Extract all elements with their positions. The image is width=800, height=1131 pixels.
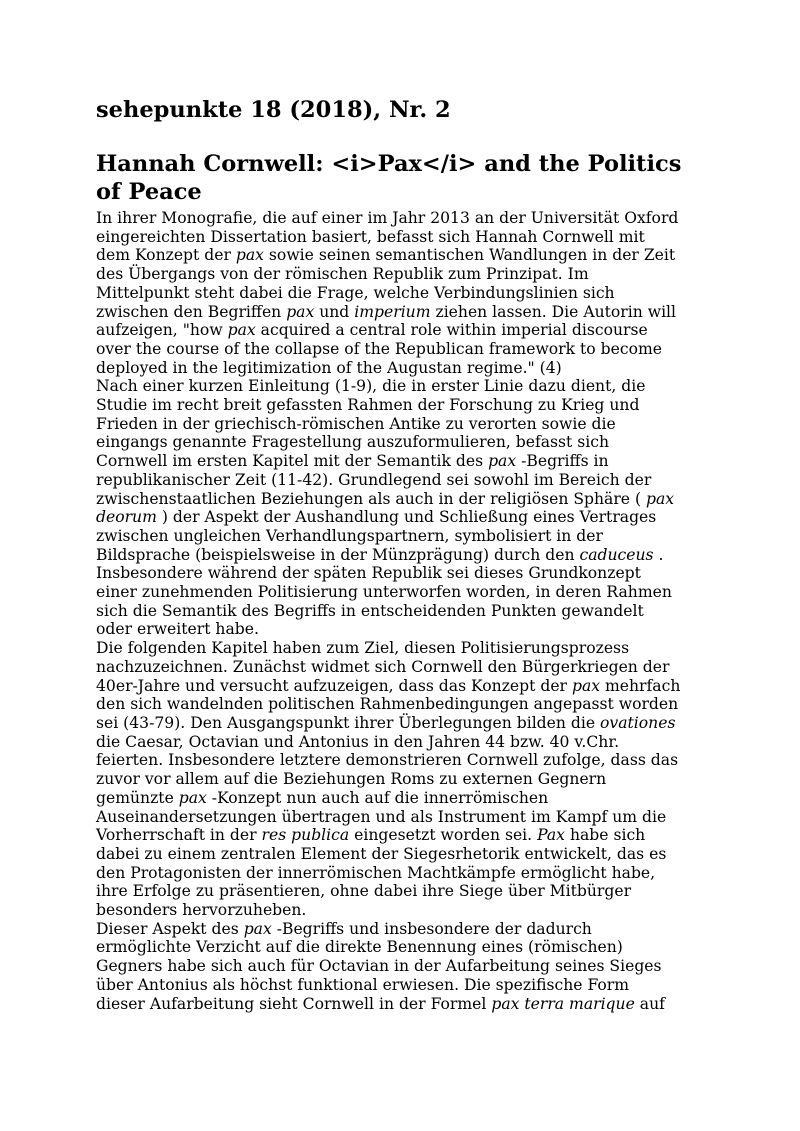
italic-term: pax — [178, 788, 207, 807]
body-paragraph — [96, 639, 708, 920]
text-line — [96, 490, 708, 509]
text-segment: Bildsprache (beispielsweise in der Münzprägung) durch den — [96, 545, 580, 564]
text-segment: und — [314, 302, 355, 321]
text-segment: einer zunehmenden Politisierung unterworfen worden, in deren Rahmen — [96, 583, 672, 602]
text-segment: mehrfach — [600, 676, 681, 695]
text-line — [96, 340, 708, 359]
text-line — [96, 377, 708, 396]
text-segment: dem Konzept der — [96, 246, 236, 265]
text-line — [96, 976, 708, 995]
text-line — [96, 527, 708, 546]
text-segment: zuvor vor allem auf die Beziehungen Roms zu externen Gegnern — [96, 770, 607, 789]
text-line — [96, 695, 708, 714]
text-line — [96, 602, 708, 621]
text-line — [96, 546, 708, 565]
text-segment: zwischen ungleichen Verhandlungspartnern, symbolisiert in der — [96, 526, 603, 545]
text-line — [96, 920, 708, 939]
text-segment: zwischen den Begriffen — [96, 302, 287, 321]
text-segment: In ihrer Monografie, die auf einer im Jahr 2013 an der Universität Oxford — [96, 209, 679, 227]
review-title-line: of Peace — [96, 179, 202, 205]
body-paragraph — [96, 377, 708, 639]
text-segment: sich die Semantik des Begriffs in entscheidenden Punkten gewandelt — [96, 601, 644, 620]
text-segment: republikanischer Zeit (11-42). Grundlegend sei sowohl im Bereich der — [96, 470, 652, 489]
italic-term: pax — [286, 302, 315, 321]
text-line — [96, 246, 708, 265]
text-segment: besonders hervorzuheben. — [96, 901, 307, 920]
text-segment: deployed in the legitimization of the Augustan regime." (4) — [96, 358, 562, 377]
italic-term: pax — [227, 321, 256, 340]
text-line — [96, 733, 708, 752]
text-line — [96, 265, 708, 284]
text-segment: ziehen lassen. Die Autorin will — [430, 302, 677, 321]
italic-term: imperium — [354, 302, 431, 321]
text-line — [96, 995, 708, 1014]
review-body — [96, 209, 708, 1013]
italic-term: pax — [235, 246, 264, 265]
text-segment: aufzeigen, "how — [96, 321, 228, 340]
text-segment: sowie seinen semantischen Wandlungen in der Zeit — [263, 246, 676, 265]
text-line — [96, 901, 708, 920]
text-segment: gemünzte — [96, 788, 179, 807]
review-title — [96, 150, 708, 206]
text-line — [96, 564, 708, 583]
text-line — [96, 938, 708, 957]
italic-term: pax terra marique — [491, 994, 635, 1013]
text-line — [96, 321, 708, 340]
text-line — [96, 583, 708, 602]
text-segment: over the course of the collapse of the Republican framework to become — [96, 339, 662, 358]
text-segment: über Antonius als höchst funktional erwiesen. Die spezifische Form — [96, 975, 630, 994]
text-segment: 40er-Jahre und versucht aufzuzeigen, dass das Konzept der — [96, 676, 572, 695]
text-segment: Die folgenden Kapitel haben zum Ziel, diesen Politisierungsprozess — [96, 639, 630, 658]
text-segment: oder erweitert habe. — [96, 620, 259, 639]
text-line — [96, 789, 708, 808]
text-segment: dieser Aufarbeitung sieht Cornwell in der Formel — [96, 994, 492, 1013]
text-line — [96, 433, 708, 452]
text-segment: den sich wandelnden politischen Rahmenbedingungen angepasst worden — [96, 695, 679, 714]
text-line — [96, 826, 708, 845]
text-segment: Mittelpunkt steht dabei die Frage, welche Verbindungslinien sich — [96, 283, 615, 302]
text-segment: auf — [634, 994, 665, 1013]
review-title-line: Hannah Cornwell: <i>Pax</i> and the Politics — [96, 151, 682, 177]
body-paragraph — [96, 209, 708, 377]
text-segment: feierten. Insbesondere letztere demonstrieren Cornwell zufolge, dass das — [96, 751, 679, 770]
text-segment: Frieden in der griechisch-römischen Antike zu verorten sowie die — [96, 414, 616, 433]
text-line — [96, 845, 708, 864]
italic-term: deorum — [96, 508, 157, 527]
text-line — [96, 751, 708, 770]
italic-term: res publica — [261, 826, 350, 845]
text-line — [96, 209, 708, 228]
text-segment: sei (43-79). Den Ausgangspunkt ihrer Überlegungen bilden die — [96, 713, 601, 732]
text-segment: Cornwell im ersten Kapitel mit der Semantik des — [96, 452, 489, 471]
text-segment: ermöglichte Verzicht auf die direkte Benennung eines (römischen) — [96, 938, 623, 957]
text-line — [96, 957, 708, 976]
text-segment: Insbesondere während der späten Republik sei dieses Grundkonzept — [96, 564, 641, 583]
text-segment: . — [653, 545, 664, 564]
text-line — [96, 882, 708, 901]
italic-term: pax — [488, 452, 517, 471]
italic-term: caduceus — [579, 545, 654, 564]
text-segment: Dieser Aspekt des — [96, 919, 244, 938]
text-segment: eingereichten Dissertation basiert, befasst sich Hannah Cornwell mit — [96, 227, 645, 246]
italic-term: pax — [243, 919, 272, 938]
text-segment: Auseinandersetzungen übertragen und als Instrument im Kampf um die — [96, 807, 667, 826]
text-segment: Gegners habe sich auch für Octavian in der Aufarbeitung seines Sieges — [96, 957, 662, 976]
text-segment: Nach einer kurzen Einleitung (1-9), die in erster Linie dazu dient, die — [96, 377, 646, 396]
text-line — [96, 396, 708, 415]
text-line — [96, 639, 708, 658]
text-line — [96, 808, 708, 827]
text-segment: habe sich — [564, 826, 646, 845]
text-line — [96, 228, 708, 247]
text-segment: den Protagonisten der innerrömischen Machtkämpfe ermöglicht habe, — [96, 863, 656, 882]
text-line — [96, 452, 708, 471]
text-segment: ) der Aspekt der Aushandlung und Schließung eines Vertrages — [156, 508, 657, 527]
text-segment: zwischenstaatlichen Beziehungen als auch in der religiösen Sphäre ( — [96, 489, 647, 508]
text-line — [96, 508, 708, 527]
text-line — [96, 415, 708, 434]
journal-citation: sehepunkte 18 (2018), Nr. 2 — [96, 97, 451, 123]
italic-term: ovationes — [600, 713, 676, 732]
text-line — [96, 864, 708, 883]
text-line — [96, 677, 708, 696]
text-line — [96, 620, 708, 639]
text-line — [96, 471, 708, 490]
text-segment: Studie im recht breit gefassten Rahmen der Forschung zu Krieg und — [96, 396, 640, 415]
text-segment: Vorherrschaft in der — [96, 826, 262, 845]
italic-term: Pax — [537, 826, 565, 845]
text-segment: die Caesar, Octavian und Antonius in den Jahren 44 bzw. 40 v.Chr. — [96, 732, 620, 751]
text-line — [96, 658, 708, 677]
text-line — [96, 359, 708, 378]
body-paragraph — [96, 920, 708, 1014]
text-segment: -Konzept nun auch auf die innerrömischen — [206, 788, 549, 807]
italic-term: pax — [646, 489, 675, 508]
text-line — [96, 303, 708, 322]
italic-term: pax — [571, 676, 601, 695]
text-segment: ihre Erfolge zu präsentieren, ohne dabei ihre Siege über Mitbürger — [96, 882, 632, 901]
text-segment: dabei zu einem zentralen Element der Siegesrhetorik entwickelt, das es — [96, 844, 667, 863]
text-segment: -Begriffs und insbesondere der dadurch — [271, 919, 592, 938]
text-segment: eingesetzt worden sei. — [349, 826, 538, 845]
text-segment: -Begriffs in — [516, 452, 609, 471]
text-segment: eingangs genannte Fragestellung auszuformulieren, befasst sich — [96, 433, 610, 452]
text-line — [96, 284, 708, 303]
text-segment: des Übergangs von der römischen Republik zum Prinzipat. Im — [96, 265, 589, 284]
text-line — [96, 770, 708, 789]
text-segment: nachzuzeichnen. Zunächst widmet sich Cornwell den Bürgerkriegen der — [96, 657, 670, 676]
text-line — [96, 714, 708, 733]
text-segment: acquired a central role within imperial discourse — [255, 321, 648, 340]
